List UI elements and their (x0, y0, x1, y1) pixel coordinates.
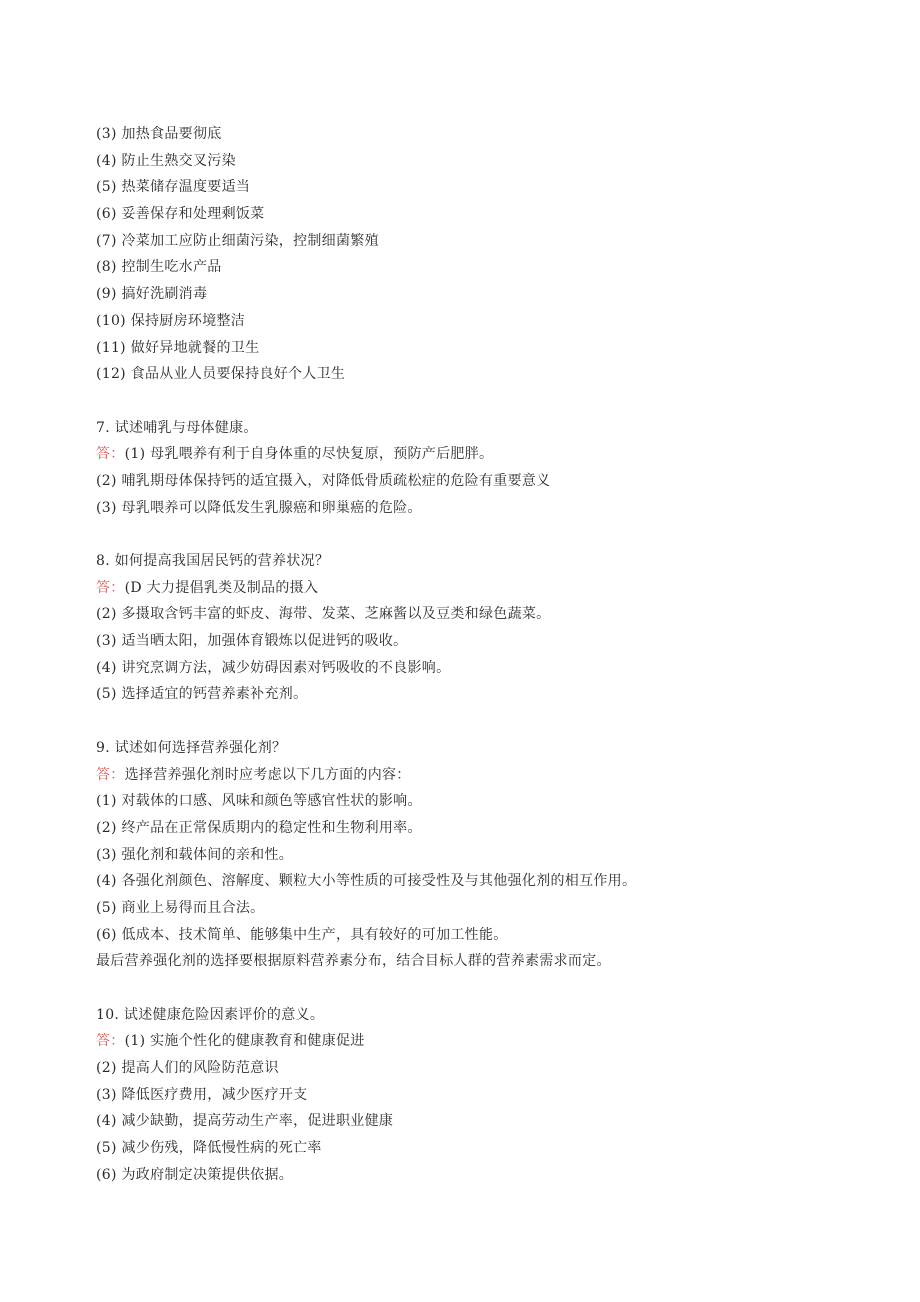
list-item: (5) 减少伤残，降低慢性病的死亡率 (96, 1140, 322, 1157)
answer-label: 答： (96, 446, 125, 463)
list-item: (3) 加热食品要彻底 (96, 126, 222, 142)
list-item: (2) 提高人们的风险防范意识 (96, 1060, 279, 1077)
spacer (96, 708, 856, 735)
list-item: (7) 冷菜加工应防止细菌污染，控制细菌繁殖 (96, 232, 379, 249)
list-item: (2) 终产品在正常保质期内的稳定性和生物利用率。 (96, 819, 422, 836)
spacer (96, 521, 856, 548)
list-item: (3) 强化剂和载体间的亲和性。 (96, 846, 294, 863)
list-item: (5) 选择适宜的钙营养素补充剂。 (96, 686, 308, 703)
question-title: 9. 试述如何选择营养强化剂？ (96, 739, 287, 756)
answer-first-line (96, 575, 856, 602)
list-item: (4) 减少缺勤，提高劳动生产率，促进职业健康 (96, 1113, 394, 1130)
list-item: (9) 搞好洗刷消毒 (96, 286, 208, 303)
list-item: (4) 防止生熟交叉污染 (96, 152, 236, 169)
list-item: (5) 热菜储存温度要适当 (96, 179, 251, 196)
question-8 (96, 548, 856, 708)
food-safety-list (96, 121, 856, 388)
list-item: (1) 对载体的口感、风味和颜色等感官性状的影响。 (96, 793, 422, 810)
question-title: 8. 如何提高我国居民钙的营养状况？ (96, 553, 330, 569)
answer-text: (D 大力提倡乳类及制品的摄入 (124, 579, 319, 596)
answer-first-line (96, 762, 856, 789)
list-item: (5) 商业上易得而且合法。 (96, 899, 265, 916)
answer-text: (1) 实施个性化的健康教育和健康促进 (124, 1033, 365, 1050)
list-item: (6) 低成本、技术简单、能够集中生产，具有较好的可加工性能。 (96, 926, 508, 943)
answer-label: 答： (96, 1033, 125, 1050)
spacer (96, 975, 856, 1002)
answer-text: (1) 母乳喂养有利于自身体重的尽快复原，预防产后肥胖。 (124, 446, 494, 463)
list-item: (11) 做好异地就餐的卫生 (96, 339, 260, 356)
answer-first-line (96, 1028, 856, 1055)
list-item: (4) 各强化剂颜色、溶解度、颗粒大小等性质的可接受性及与其他强化剂的相互作用。 (96, 873, 637, 890)
list-item: (4) 讲究烹调方法，减少妨碍因素对钙吸收的不良影响。 (96, 659, 451, 676)
conclusion-text: 最后营养强化剂的选择要根据原料营养素分布，结合目标人群的营养素需求而定。 (96, 953, 611, 970)
question-7 (96, 415, 856, 522)
list-item: (10) 保持厨房环境整洁 (96, 312, 246, 329)
question-title: 10. 试述健康危险因素评价的意义。 (96, 1006, 325, 1023)
question-9 (96, 735, 856, 975)
list-item: (12) 食品从业人员要保持良好个人卫生 (96, 366, 346, 383)
question-title: 7. 试述哺乳与母体健康。 (96, 419, 258, 436)
list-item: (6) 为政府制定决策提供依据。 (96, 1166, 294, 1183)
list-item: (3) 适当晒太阳，加强体育锻炼以促进钙的吸收。 (96, 633, 408, 650)
spacer (96, 388, 856, 415)
answer-first-line (96, 441, 856, 468)
document-page (96, 121, 856, 1189)
answer-text: 选择营养强化剂时应考虑以下几方面的内容： (124, 766, 411, 783)
answer-label: 答： (96, 766, 125, 783)
list-item: (3) 母乳喂养可以降低发生乳腺癌和卵巢癌的危险。 (96, 499, 422, 516)
list-item: (6) 妥善保存和处理剩饭菜 (96, 206, 265, 223)
list-item: (2) 哺乳期母体保持钙的适宜摄入，对降低骨质疏松症的危险有重要意义 (96, 472, 551, 489)
question-10 (96, 1002, 856, 1189)
list-item: (2) 多摄取含钙丰富的虾皮、海带、发菜、芝麻酱以及豆类和绿色蔬菜。 (96, 606, 551, 623)
answer-label: 答： (96, 579, 125, 596)
list-item: (3) 降低医疗费用，减少医疗开支 (96, 1086, 308, 1103)
list-item: (8) 控制生吃水产品 (96, 259, 222, 276)
